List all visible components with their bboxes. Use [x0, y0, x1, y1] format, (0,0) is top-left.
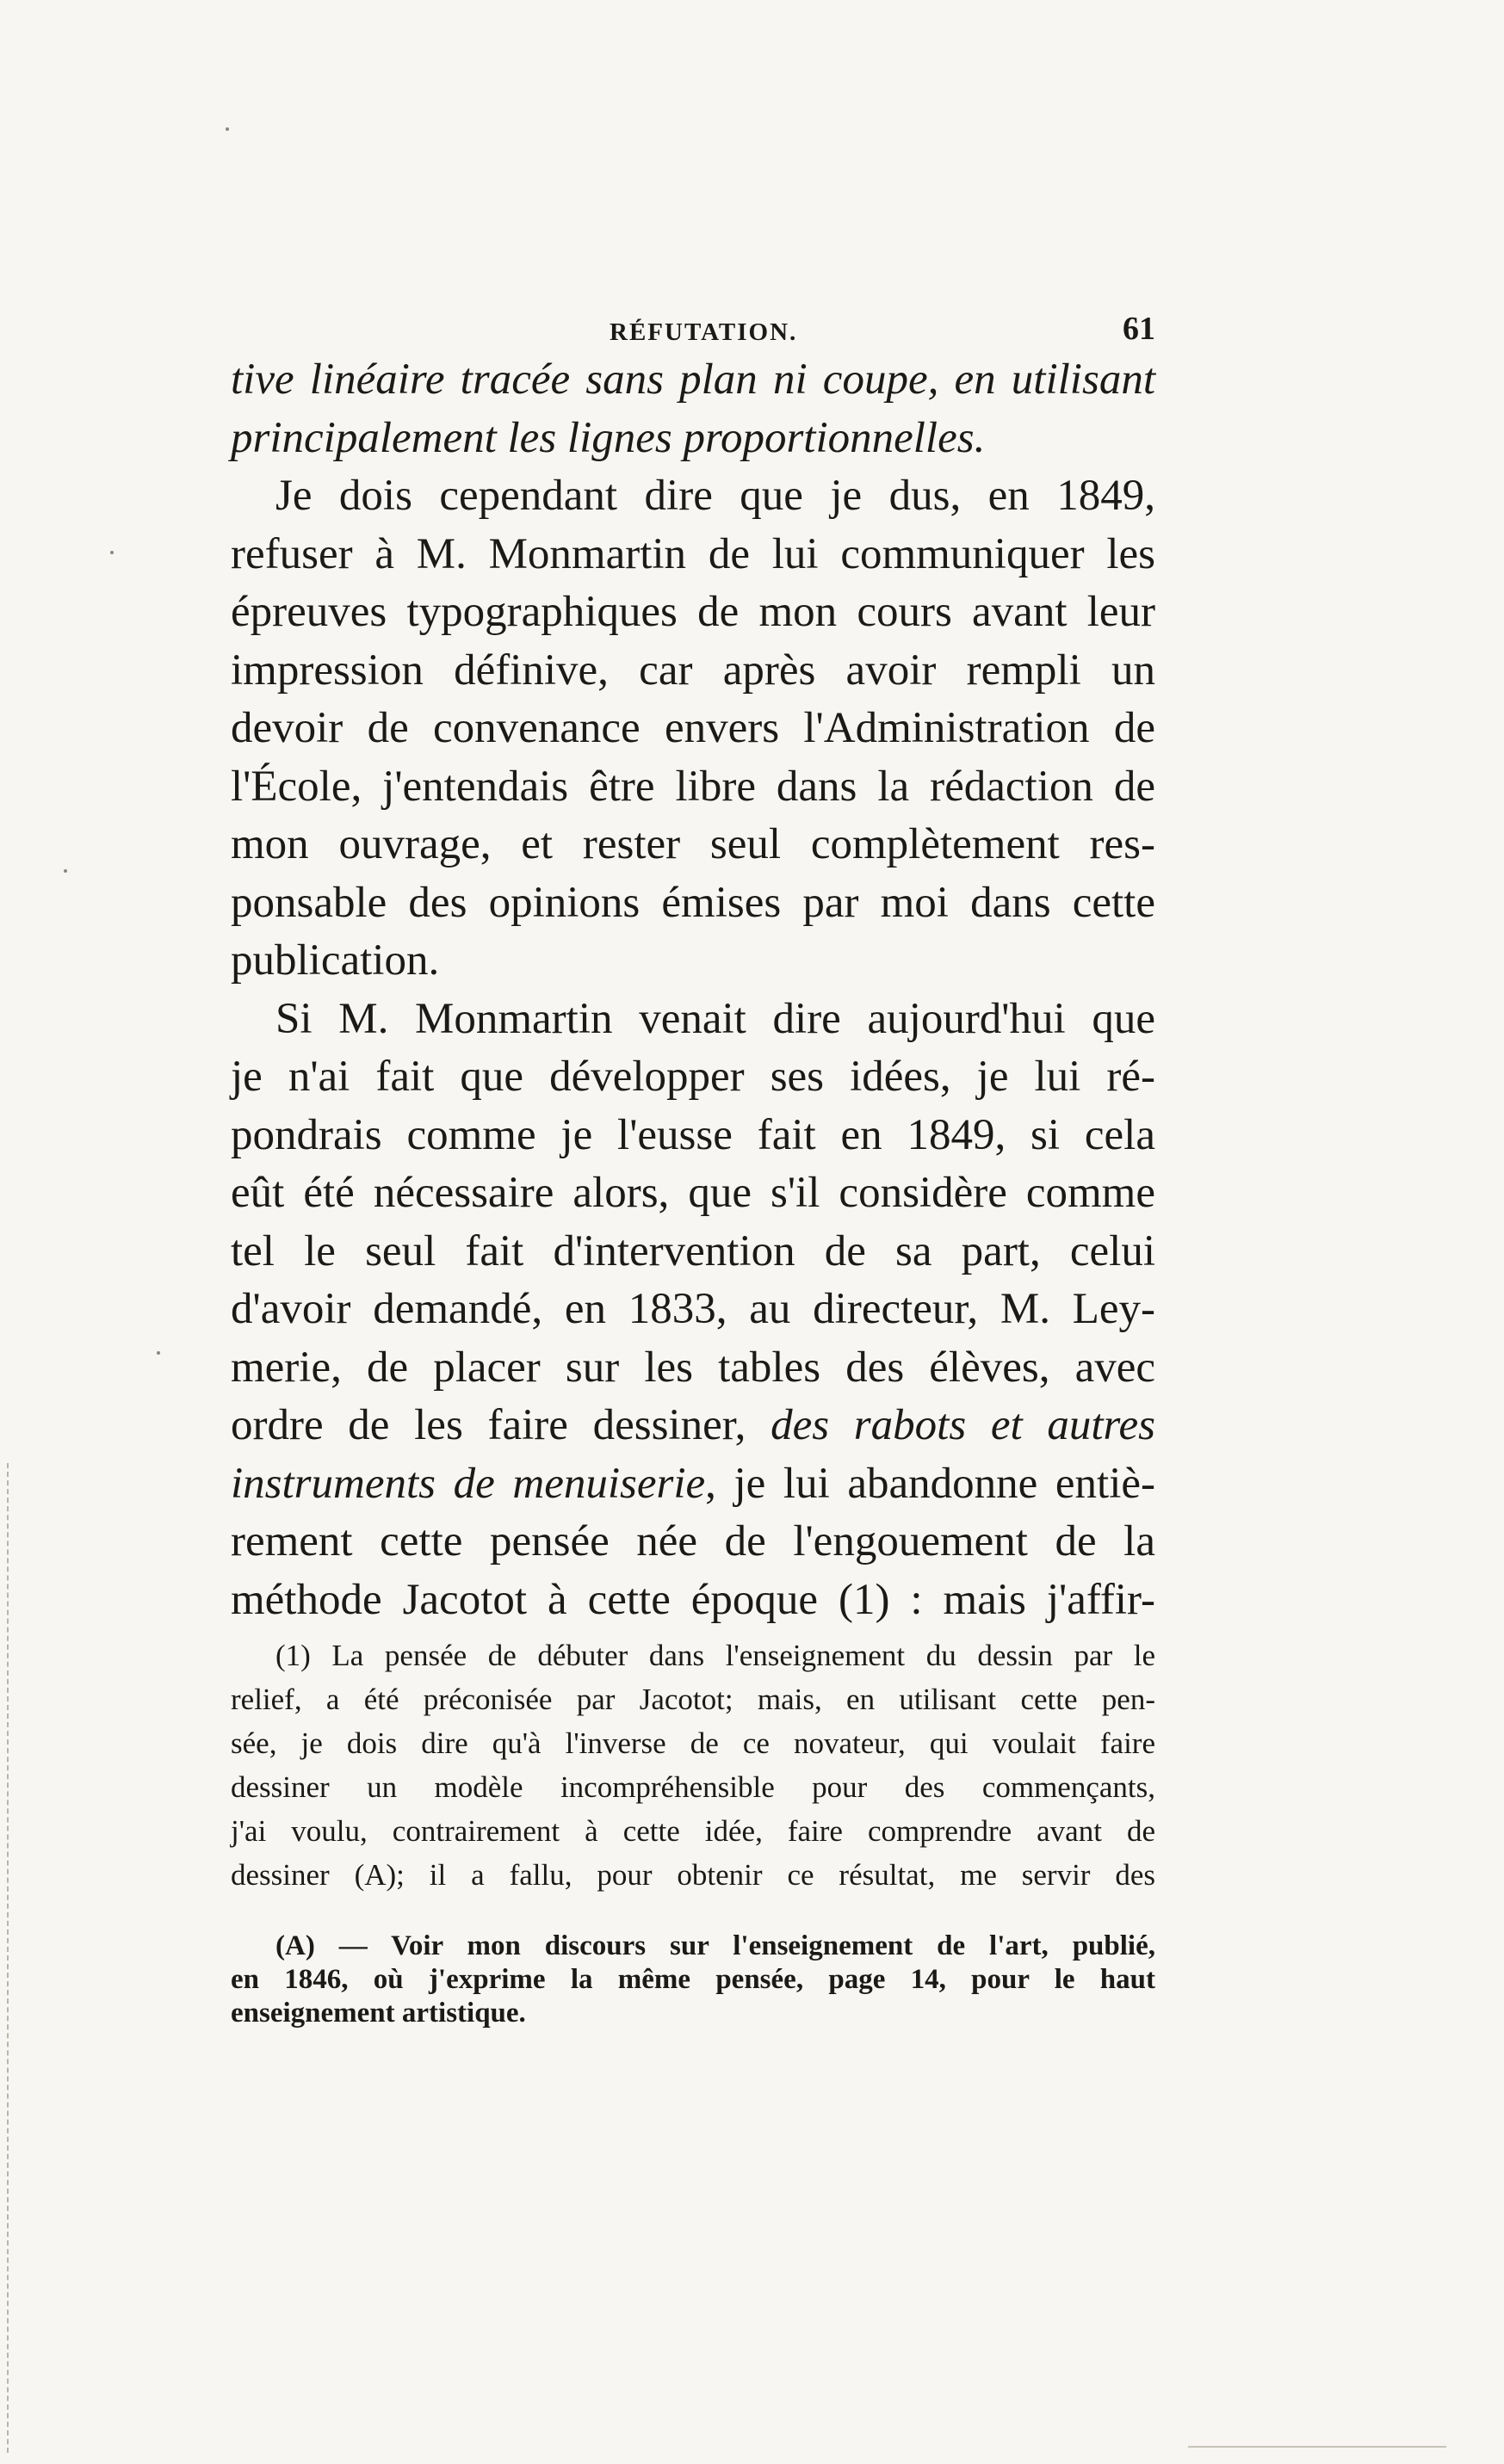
text-line: tel le seul fait d'intervention de sa part, celui — [231, 1226, 1155, 1275]
footnote-1 — [231, 1633, 1155, 1897]
text-line: ponsable des opinions émises par moi dans cette — [231, 878, 1155, 927]
text-line: tive linéaire tracée sans plan ni coupe, en utilisant — [231, 355, 1155, 404]
text-line: refuser à M. Monmartin de lui communiquer les — [231, 529, 1155, 578]
page-number: 61 — [1123, 311, 1155, 347]
scan-margin-artifact — [7, 1463, 10, 2453]
italic-segment: des rabots et autres — [771, 1401, 1155, 1449]
page-header — [231, 310, 1155, 353]
text-line: méthode Jacotot à cette époque (1) : mais j'affir- — [231, 1575, 1155, 1624]
scan-speck — [157, 1351, 160, 1355]
footnote-line: sée, je dois dire qu'à l'inverse de ce novateur, qui voulait faire — [231, 1726, 1155, 1760]
text-line: impression définive, car après avoir rempli un — [231, 645, 1155, 695]
text-line: Si M. Monmartin venait dire aujourd'hui que — [275, 994, 1155, 1043]
main-text — [231, 351, 1155, 1629]
footnote-a — [231, 1930, 1155, 2030]
footnote-line: j'ai voulu, contrairement à cette idée, faire comprendre avant de — [231, 1814, 1155, 1848]
text-line: épreuves typographiques de mon cours avant leur — [231, 588, 1155, 636]
text-line: l'École, j'entendais être libre dans la rédaction de — [231, 762, 1155, 811]
scan-bottom-artifact — [1188, 2446, 1446, 2448]
text-line: principalement les lignes proportionnelles. — [231, 413, 986, 462]
scan-speck — [110, 551, 114, 554]
footnote-line: enseignement artistique. — [231, 1998, 526, 2029]
text-line: eût été nécessaire alors, que s'il considère comme — [231, 1169, 1155, 1217]
footnote-line: relief, a été préconisée par Jacotot; mais, en utilisant cette pen- — [231, 1683, 1155, 1716]
text-line — [231, 1397, 1155, 1455]
text-line — [231, 1455, 1155, 1514]
footnote-line: (1) La pensée de débuter dans l'enseignement du dessin par le — [275, 1639, 1155, 1672]
text-segment: ordre de les faire dessiner, — [231, 1401, 771, 1449]
text-line: mon ouvrage, et rester seul complètement res- — [231, 820, 1155, 868]
footnote-line: en 1846, où j'exprime la même pensée, page 14, pour le haut — [231, 1964, 1155, 1995]
footnote-line: (A) — Voir mon discours sur l'enseignement de l'art, publié, — [275, 1930, 1155, 1961]
footnote-line: dessiner (A); il a fallu, pour obtenir ce résultat, me servir des — [231, 1858, 1155, 1892]
running-head: RÉFUTATION. — [610, 318, 798, 346]
text-segment: , je lui abandonne entiè- — [705, 1459, 1155, 1508]
scan-speck — [226, 127, 229, 131]
text-line: devoir de convenance envers l'Administration de — [231, 704, 1155, 752]
footnote-line: dessiner un modèle incompréhensible pour des commençants, — [231, 1770, 1155, 1804]
text-line: Je dois cependant dire que je dus, en 1849, — [275, 472, 1155, 520]
text-line: rement cette pensée née de l'engouement de la — [231, 1517, 1155, 1565]
text-line: publication. — [231, 936, 440, 985]
text-line: d'avoir demandé, en 1833, au directeur, M. Ley- — [231, 1285, 1155, 1333]
scan-speck — [64, 869, 67, 873]
italic-segment: instruments de menuiserie — [231, 1459, 706, 1508]
text-line: merie, de placer sur les tables des élèves, avec — [231, 1343, 1155, 1392]
text-line: je n'ai fait que développer ses idées, je lui ré- — [231, 1053, 1155, 1101]
text-line: pondrais comme je l'eusse fait en 1849, si cela — [231, 1110, 1155, 1159]
